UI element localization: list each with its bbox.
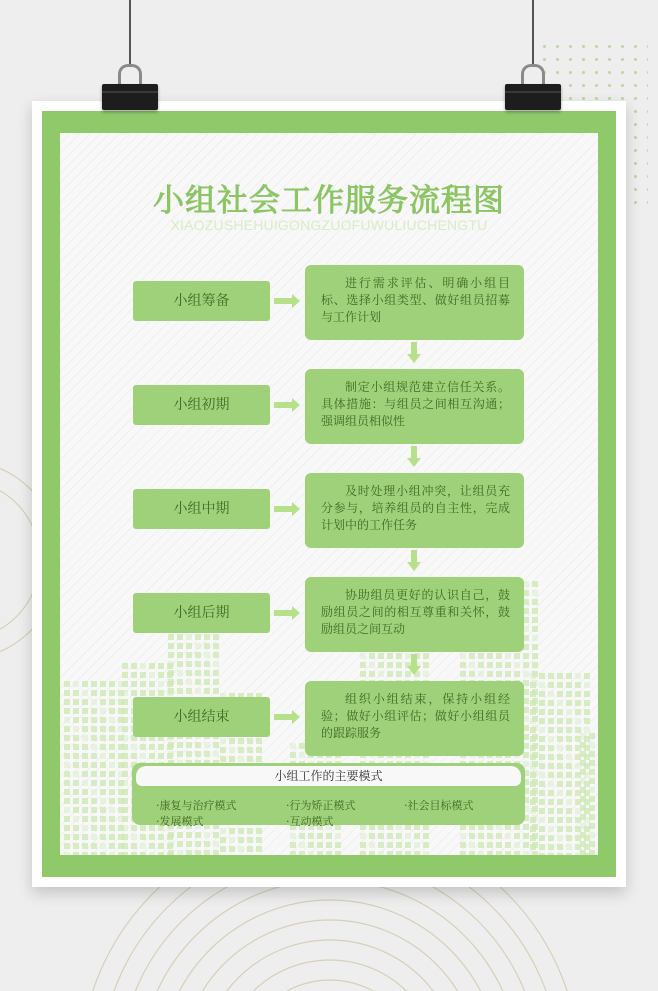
stage-late: 小组后期 [133, 593, 270, 633]
binder-clip-left [102, 64, 158, 112]
work-modes-title: 小组工作的主要模式 [136, 766, 521, 786]
poster-title: 小组社会工作服务流程图 [153, 183, 505, 219]
mode-item: ·康复与治疗模式 [156, 799, 237, 812]
flow-diagram [60, 133, 598, 855]
arrow-down-icon [407, 342, 421, 363]
stage-initial: 小组初期 [133, 385, 270, 425]
poster-green-frame [42, 111, 616, 877]
mode-item: ·行为矫正模式 [286, 799, 356, 812]
binder-clip-right [505, 64, 561, 112]
arrow-down-icon [407, 446, 421, 467]
stage-end: 小组结束 [133, 697, 270, 737]
poster-subtitle: XIAOZUSHEHUIGONGZUOFUWULIUCHENGTU [170, 217, 488, 233]
arrow-right-icon [274, 398, 300, 412]
stage-initial-description: 制定小组规范建立信任关系。具体措施：与组员之间相互沟通；强调组员相似性 [305, 369, 524, 444]
stage-prepare-description: 进行需求评估、明确小组目标、选择小组类型、做好组员招募与工作计划 [305, 265, 524, 340]
poster-content-area [60, 133, 598, 855]
stage-late-description: 协助组员更好的认识自己，鼓励组员之间的相互尊重和关怀，鼓励组员之间互动 [305, 577, 524, 652]
flow-arrows [60, 133, 598, 855]
mode-item: ·发展模式 [156, 815, 204, 828]
hanging-wire-left [129, 0, 131, 64]
arrow-down-icon [407, 654, 421, 675]
work-modes-panel [132, 763, 525, 828]
stage-prepare: 小组筹备 [133, 281, 270, 321]
stage-end-description: 组织小组结束，保持小组经验；做好小组评估；做好小组组员的跟踪服务 [305, 681, 524, 756]
arrow-down-icon [407, 550, 421, 571]
hanging-wire-right [532, 0, 534, 64]
stage-middle: 小组中期 [133, 489, 270, 529]
stage-middle-description: 及时处理小组冲突，让组员充分参与，培养组员的自主性，完成计划中的工作任务 [305, 473, 524, 548]
arrow-right-icon [274, 606, 300, 620]
arrow-right-icon [274, 294, 300, 308]
mode-item: ·互动模式 [286, 815, 334, 828]
arrow-right-icon [274, 502, 300, 516]
arrow-right-icon [274, 710, 300, 724]
mode-item: ·社会目标模式 [404, 799, 474, 812]
poster [32, 101, 626, 887]
